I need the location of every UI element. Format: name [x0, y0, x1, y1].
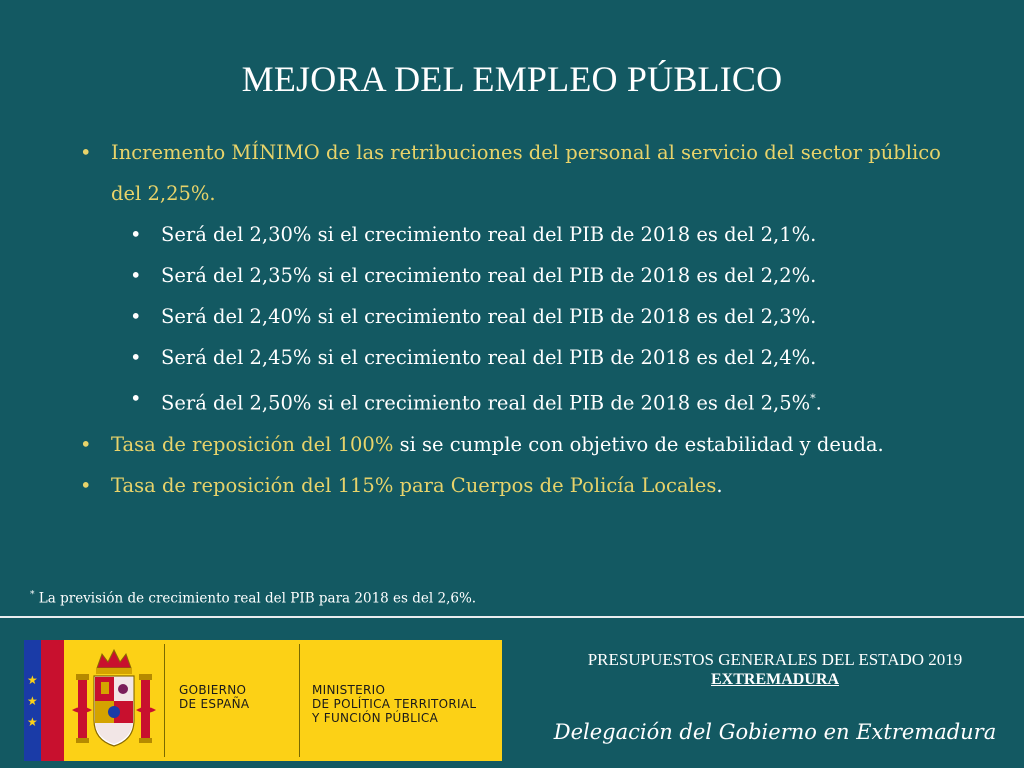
bullet-dot: • — [80, 473, 92, 497]
bullet-list — [80, 132, 960, 506]
sub-bullet-text: Será del 2,35% si el crecimiento real del PIB de 2018 es del 2,2%. — [161, 264, 817, 287]
bullet-dot: • — [130, 305, 142, 328]
spain-stripe — [41, 640, 64, 761]
bullet-replacement-rate-115 — [80, 465, 960, 506]
bullet-dot: • — [80, 432, 92, 456]
sub-bullet-4 — [80, 337, 960, 378]
bullet-text-cont: del 2,25%. — [111, 182, 216, 205]
footnote — [30, 590, 476, 607]
star-icon: ★ — [27, 673, 38, 687]
sub-bullet-end: . — [815, 391, 822, 415]
bullet-text: Incremento MÍNIMO de las retribuciones del personal al servicio del sector público — [111, 141, 941, 164]
sub-bullet-text: Será del 2,30% si el crecimiento real del PIB de 2018 es del 2,1%. — [161, 223, 817, 246]
sub-bullet-2 — [80, 255, 960, 296]
bullet-highlight: Tasa de reposición del 100% — [111, 432, 394, 456]
bullet-highlight: Tasa de reposición del 115% para Cuerpos de Policía Locales — [111, 473, 717, 497]
budget-title: PRESUPUESTOS GENERALES DEL ESTADO 2019 — [587, 650, 963, 669]
bullet-dot: • — [130, 264, 142, 287]
bullet-replacement-rate-100 — [80, 424, 960, 465]
sub-bullet-text: Será del 2,40% si el crecimiento real del PIB de 2018 es del 2,3%. — [161, 305, 817, 328]
sub-bullet-text: Será del 2,50% si el crecimiento real del PIB de 2018 es del 2,5% — [161, 391, 811, 415]
slide-title: MEJORA DEL EMPLEO PÚBLICO — [241, 59, 783, 99]
sub-bullet-5 — [80, 378, 960, 424]
star-icon: ★ — [27, 694, 38, 708]
footnote-mark: * — [810, 392, 816, 405]
footer-divider — [0, 616, 1024, 618]
ministry-label: MINISTERIO DE POLÍTICA TERRITORIAL Y FUNCIÓN PÚBLICA — [312, 683, 477, 725]
budget-region: EXTREMADURA — [711, 671, 839, 688]
coat-of-arms-icon — [64, 640, 164, 761]
star-icon: ★ — [27, 715, 38, 729]
delegation-name: Delegación del Gobierno en Extremadura — [553, 720, 997, 744]
footnote-text: La previsión de crecimiento real del PIB para 2018 es del 2,6%. — [34, 590, 477, 607]
sub-bullet-3 — [80, 296, 960, 337]
bullet-dot: • — [130, 223, 142, 246]
bullet-dot: • — [80, 141, 92, 164]
budget-heading — [540, 650, 1010, 690]
bullet-dot: • — [130, 346, 142, 369]
government-logo — [24, 640, 502, 761]
sub-bullet-text: Será del 2,45% si el crecimiento real del PIB de 2018 es del 2,4%. — [161, 346, 817, 369]
sub-bullet-1 — [80, 214, 960, 255]
bullet-end: . — [716, 473, 723, 497]
bullet-dot: • — [130, 387, 142, 410]
footnote-mark: * — [30, 590, 35, 600]
flag-stripe — [24, 640, 64, 761]
bullet-rest: si se cumple con objetivo de estabilidad y deuda. — [393, 432, 884, 456]
government-label: GOBIERNO DE ESPAÑA — [179, 683, 250, 711]
bullet-salary-increase — [80, 132, 960, 214]
